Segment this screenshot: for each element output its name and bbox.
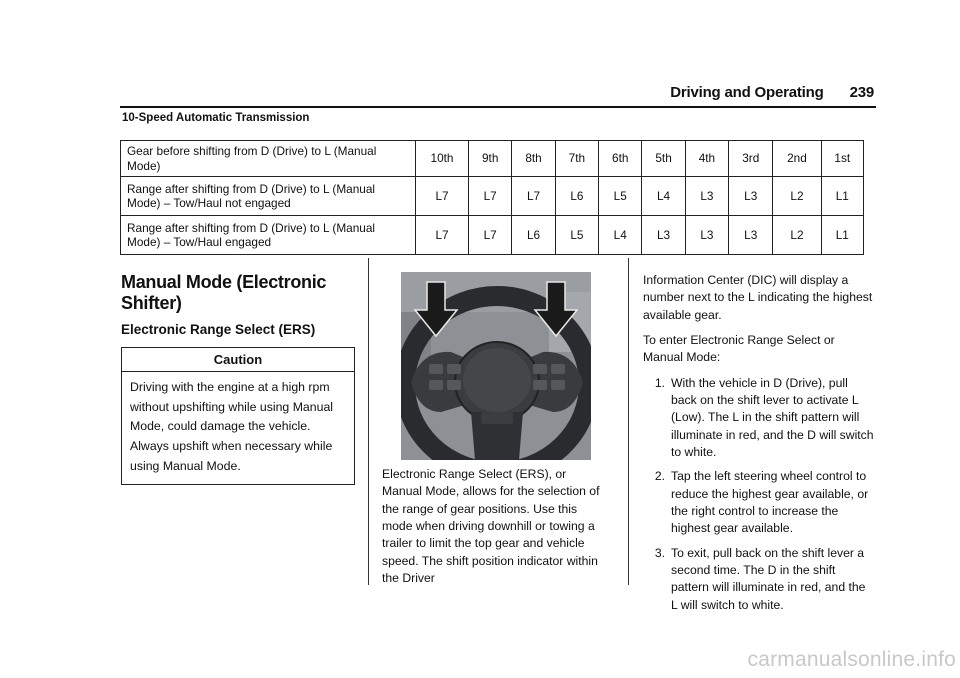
table-cell: L4 bbox=[599, 216, 642, 255]
step-text: Tap the left steering wheel control to reduce the highest gear available, or the right control to increase the highest gear available. bbox=[671, 469, 869, 536]
right-column bbox=[643, 272, 875, 621]
table-cell: L7 bbox=[416, 216, 469, 255]
table-cell: L7 bbox=[469, 177, 512, 216]
watermark: carmanualsonline.info bbox=[747, 648, 956, 671]
table-cell: L3 bbox=[729, 177, 773, 216]
table-cell: L3 bbox=[642, 216, 685, 255]
step-number: 1. bbox=[654, 375, 665, 390]
gear-col: 6th bbox=[599, 141, 642, 177]
table-cell: L7 bbox=[469, 216, 512, 255]
table-row bbox=[121, 177, 864, 216]
step-number: 2. bbox=[654, 469, 665, 484]
steering-wheel-figure bbox=[401, 272, 591, 460]
step-text: To exit, pull back on the shift lever a second time. The D in the shift pattern will illuminate in red, and the L will switch to white. bbox=[671, 545, 866, 612]
dic-continuation: Information Center (DIC) will display a number next to the L indicating the highest available gear. bbox=[643, 273, 873, 322]
gear-col: 4th bbox=[685, 141, 728, 177]
gear-range-table bbox=[120, 140, 864, 255]
caution-box bbox=[121, 347, 355, 485]
table-header-row bbox=[121, 141, 864, 177]
gear-col: 3rd bbox=[729, 141, 773, 177]
gear-col: 10th bbox=[416, 141, 469, 177]
table-row bbox=[121, 216, 864, 255]
list-item bbox=[643, 545, 875, 614]
header-section-title: Driving and Operating bbox=[670, 84, 824, 101]
page-header bbox=[670, 84, 874, 101]
gear-col: 7th bbox=[555, 141, 598, 177]
gear-col: 8th bbox=[512, 141, 555, 177]
gear-col: 9th bbox=[469, 141, 512, 177]
row-label: Range after shifting from D (Drive) to L (Manual Mode) – Tow/Haul not engaged bbox=[121, 177, 416, 216]
page-number: 239 bbox=[849, 84, 874, 101]
table-header-label: Gear before shifting from D (Drive) to L (Manual Mode) bbox=[121, 141, 416, 177]
gear-col: 1st bbox=[821, 141, 863, 177]
table-cell: L3 bbox=[685, 216, 728, 255]
step-number: 3. bbox=[654, 545, 665, 560]
table-cell: L1 bbox=[821, 177, 863, 216]
table-cell: L2 bbox=[773, 177, 821, 216]
table-cell: L3 bbox=[729, 216, 773, 255]
table-cell: L7 bbox=[416, 177, 469, 216]
steps-intro: To enter Electronic Range Select or Manual Mode: bbox=[643, 332, 835, 365]
left-column bbox=[121, 272, 355, 485]
table-cell: L3 bbox=[685, 177, 728, 216]
table-cell: L7 bbox=[512, 177, 555, 216]
steering-wheel-illustration bbox=[401, 272, 591, 460]
table-title: 10-Speed Automatic Transmission bbox=[122, 112, 310, 124]
column-divider bbox=[628, 258, 629, 585]
table-cell: L5 bbox=[555, 216, 598, 255]
section-title: Manual Mode (Electronic Shifter) bbox=[121, 272, 327, 313]
steps-list bbox=[643, 375, 875, 614]
gear-col: 5th bbox=[642, 141, 685, 177]
gear-col: 2nd bbox=[773, 141, 821, 177]
table-cell: L6 bbox=[555, 177, 598, 216]
ers-description: Electronic Range Select (ERS), or Manual Mode, allows for the selection of the range of gear positions. Use this mode when driving downhill or towing a trailer to limit the top gear and vehicle speed. The shift position indicator within the Driver bbox=[382, 467, 600, 585]
subsection-title: Electronic Range Select (ERS) bbox=[121, 322, 316, 337]
caution-title: Caution bbox=[122, 348, 354, 372]
table-cell: L6 bbox=[512, 216, 555, 255]
table-cell: L4 bbox=[642, 177, 685, 216]
table-cell: L2 bbox=[773, 216, 821, 255]
caution-body: Driving with the engine at a high rpm without upshifting while using Manual Mode, could damage the vehicle. Always upshift when necessary while using Manual Mode. bbox=[130, 380, 334, 473]
table-cell: L5 bbox=[599, 177, 642, 216]
header-rule bbox=[120, 106, 876, 108]
list-item bbox=[643, 375, 875, 462]
row-label: Range after shifting from D (Drive) to L (Manual Mode) – Tow/Haul engaged bbox=[121, 216, 416, 255]
column-divider bbox=[368, 258, 369, 585]
step-text: With the vehicle in D (Drive), pull back on the shift lever to activate L (Low). The L in the shift pattern will illuminate in red, and the D will switch to white. bbox=[671, 375, 874, 459]
table-cell: L1 bbox=[821, 216, 863, 255]
list-item bbox=[643, 468, 875, 537]
